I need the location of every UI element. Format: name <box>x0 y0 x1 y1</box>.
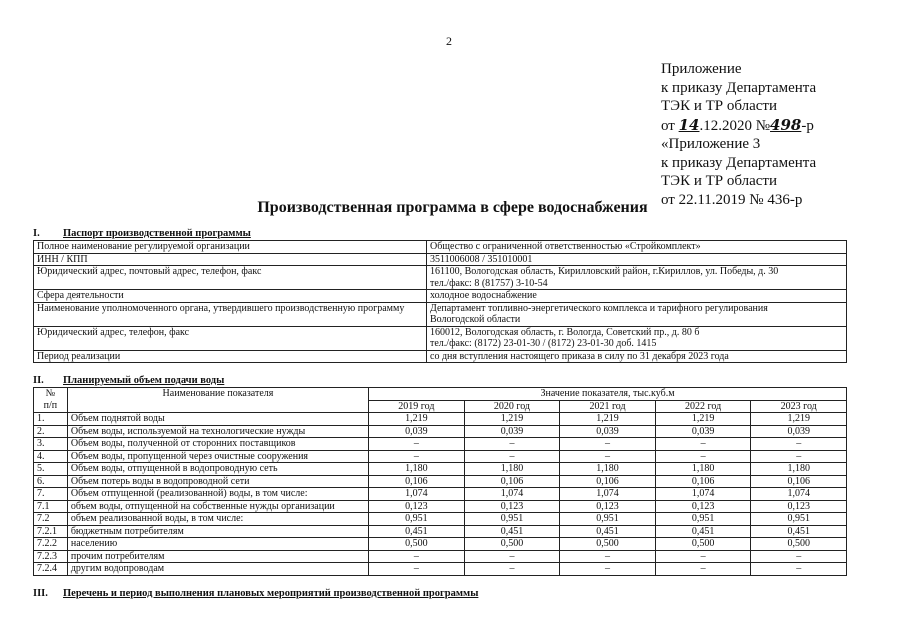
row-value: 0,951 <box>369 513 465 526</box>
row-value: 1,219 <box>751 413 847 426</box>
table-header-row <box>34 388 847 401</box>
column-header-number <box>34 388 68 413</box>
passport-value-line: Департамент топливно-энергетического комплекса и тарифного регулирования <box>430 302 768 314</box>
row-number: 6. <box>34 475 68 488</box>
row-value: – <box>369 563 465 576</box>
handwritten-number: 498 <box>770 115 802 134</box>
row-value: – <box>751 550 847 563</box>
header-approval-block <box>661 60 816 209</box>
passport-value: 3511006008 / 351010001 <box>427 253 847 266</box>
row-value: 0,039 <box>464 425 560 438</box>
header-text: п/п <box>43 399 58 411</box>
row-value: 0,500 <box>655 538 751 551</box>
passport-value <box>427 326 847 350</box>
row-value: – <box>464 438 560 451</box>
row-value: 0,951 <box>464 513 560 526</box>
row-value: 0,951 <box>751 513 847 526</box>
header-line: от 22.11.2019 № 436-р <box>661 191 803 208</box>
table-row <box>34 350 847 363</box>
row-value: 0,951 <box>560 513 656 526</box>
table-row <box>34 563 847 576</box>
row-indicator-name: Объем воды, пропущенной через очистные сооружения <box>67 450 368 463</box>
row-value: – <box>751 438 847 451</box>
row-value: 0,951 <box>655 513 751 526</box>
row-number: 5. <box>34 463 68 476</box>
passport-value-line: 160012, Вологодская область, г. Вологда, Советский пр., д. 80 б <box>430 326 700 338</box>
header-line: к приказу Департамента <box>661 154 817 171</box>
section-number: III. <box>33 588 48 599</box>
passport-key: Юридический адрес, почтовый адрес, телефон, факс <box>34 266 427 290</box>
row-indicator-name: Объем воды, отпущенной в водопроводную сеть <box>67 463 368 476</box>
row-number: 4. <box>34 450 68 463</box>
header-text: от <box>661 117 675 134</box>
row-value: – <box>464 550 560 563</box>
row-value: 0,039 <box>655 425 751 438</box>
row-value: – <box>369 438 465 451</box>
row-value: – <box>751 563 847 576</box>
row-number: 7.2.2 <box>34 538 68 551</box>
passport-value-line: 161100, Вологодская область, Кирилловский район, г.Кириллов, ул. Победы, д. 30 <box>430 266 779 277</box>
row-number: 7.2.3 <box>34 550 68 563</box>
row-value: 0,106 <box>751 475 847 488</box>
section-1-heading <box>33 228 251 239</box>
row-indicator-name: прочим потребителям <box>67 550 368 563</box>
table-row <box>34 450 847 463</box>
row-value: – <box>655 438 751 451</box>
passport-table <box>33 240 847 363</box>
row-number: 7.1 <box>34 500 68 513</box>
column-header-value: Значение показателя, тыс.куб.м <box>369 388 847 401</box>
passport-value: Общество с ограниченной ответственностью «Стройкомплект» <box>427 241 847 254</box>
row-value: 1,074 <box>655 488 751 501</box>
table-row <box>34 525 847 538</box>
row-value: – <box>751 450 847 463</box>
row-number: 2. <box>34 425 68 438</box>
passport-value-line: тел./факс: (8172) 23-01-30 / (8172) 23-01-30 доб. 1415 <box>430 338 657 349</box>
row-value: 0,123 <box>464 500 560 513</box>
row-value: – <box>655 550 751 563</box>
passport-key: ИНН / КПП <box>34 253 427 266</box>
column-header-name: Наименование показателя <box>67 388 368 413</box>
row-value: 0,500 <box>560 538 656 551</box>
row-value: 0,451 <box>655 525 751 538</box>
row-value: 0,451 <box>369 525 465 538</box>
row-value: 1,074 <box>751 488 847 501</box>
header-text: № <box>45 388 56 399</box>
table-row <box>34 538 847 551</box>
table-row <box>34 326 847 350</box>
table-row <box>34 550 847 563</box>
table-row <box>34 290 847 303</box>
row-indicator-name: Объем потерь воды в водопроводной сети <box>67 475 368 488</box>
row-indicator-name: населению <box>67 538 368 551</box>
header-order-line <box>661 116 816 136</box>
table-row <box>34 475 847 488</box>
column-header-year: 2019 год <box>369 400 465 413</box>
passport-value: со дня вступления настоящего приказа в силу по 31 декабря 2023 года <box>427 350 847 363</box>
row-value: 1,074 <box>369 488 465 501</box>
passport-value <box>427 302 847 326</box>
row-value: 1,219 <box>464 413 560 426</box>
row-value: – <box>369 550 465 563</box>
row-indicator-name: Объем воды, используемой на технологические нужды <box>67 425 368 438</box>
row-value: 1,219 <box>560 413 656 426</box>
passport-value <box>427 266 847 290</box>
passport-value: холодное водоснабжение <box>427 290 847 303</box>
row-indicator-name: другим водопроводам <box>67 563 368 576</box>
row-value: 0,451 <box>464 525 560 538</box>
row-value: – <box>655 563 751 576</box>
passport-key: Период реализации <box>34 350 427 363</box>
row-value: – <box>369 450 465 463</box>
table-row <box>34 438 847 451</box>
table-row <box>34 488 847 501</box>
header-line: ТЭК и ТР области <box>661 98 777 114</box>
row-value: 1,180 <box>655 463 751 476</box>
row-number: 7.2.1 <box>34 525 68 538</box>
table-row <box>34 500 847 513</box>
row-indicator-name: Объем поднятой воды <box>67 413 368 426</box>
column-header-year: 2023 год <box>751 400 847 413</box>
table-row <box>34 266 847 290</box>
row-value: 0,500 <box>751 538 847 551</box>
header-line: ТЭК и ТР области <box>661 173 777 189</box>
row-value: – <box>655 450 751 463</box>
passport-key: Наименование уполномоченного органа, утвердившего производственную программу <box>34 302 427 326</box>
column-header-year: 2021 год <box>560 400 656 413</box>
header-line: «Приложение 3 <box>661 136 761 152</box>
row-number: 7. <box>34 488 68 501</box>
row-value: 1,180 <box>464 463 560 476</box>
header-line: к приказу Департамента <box>661 79 817 96</box>
passport-key: Юридический адрес, телефон, факс <box>34 326 427 350</box>
row-indicator-name: Объем отпущенной (реализованной) воды, в том числе: <box>67 488 368 501</box>
row-value: 1,180 <box>369 463 465 476</box>
row-value: – <box>560 550 656 563</box>
row-value: 0,123 <box>751 500 847 513</box>
section-number: II. <box>33 375 44 386</box>
header-text: -р <box>801 117 814 134</box>
row-value: 1,219 <box>655 413 751 426</box>
row-number: 7.2 <box>34 513 68 526</box>
row-value: 1,180 <box>751 463 847 476</box>
page-number: 2 <box>446 34 452 48</box>
row-value: 0,106 <box>560 475 656 488</box>
table-row <box>34 413 847 426</box>
table-row <box>34 425 847 438</box>
handwritten-day: 14 <box>678 115 700 134</box>
row-indicator-name: объем реализованной воды, в том числе: <box>67 513 368 526</box>
section-label: Перечень и период выполнения плановых мероприятий производственной программы <box>63 588 479 599</box>
row-value: 0,039 <box>560 425 656 438</box>
row-number: 1. <box>34 413 68 426</box>
row-value: 0,451 <box>751 525 847 538</box>
column-header-year: 2022 год <box>655 400 751 413</box>
row-value: 0,106 <box>369 475 465 488</box>
row-value: – <box>560 450 656 463</box>
row-value: 0,039 <box>751 425 847 438</box>
row-value: – <box>464 450 560 463</box>
table-row <box>34 241 847 254</box>
row-indicator-name: бюджетным потребителям <box>67 525 368 538</box>
document-title: Производственная программа в сфере водоснабжения <box>257 199 648 216</box>
water-volume-body <box>34 413 847 576</box>
row-value: – <box>560 563 656 576</box>
row-value: – <box>560 438 656 451</box>
row-value: 1,074 <box>464 488 560 501</box>
header-line: Приложение <box>661 61 742 77</box>
table-row <box>34 302 847 326</box>
table-row <box>34 253 847 266</box>
row-value: 0,106 <box>464 475 560 488</box>
row-value: – <box>464 563 560 576</box>
passport-key: Сфера деятельности <box>34 290 427 303</box>
row-value: 0,106 <box>655 475 751 488</box>
row-number: 3. <box>34 438 68 451</box>
passport-key: Полное наименование регулируемой организации <box>34 241 427 254</box>
row-value: 0,451 <box>560 525 656 538</box>
section-3-heading <box>33 588 478 599</box>
section-number: I. <box>33 228 40 239</box>
row-value: 0,123 <box>655 500 751 513</box>
section-label: Планируемый объем подачи воды <box>63 375 225 386</box>
passport-value-line: Вологодской области <box>430 314 521 325</box>
row-value: 1,180 <box>560 463 656 476</box>
water-volume-table <box>33 387 847 576</box>
passport-value-line: тел./факс: 8 (81757) 3-10-54 <box>430 277 548 289</box>
section-label: Паспорт производственной программы <box>63 228 251 239</box>
section-2-heading <box>33 375 224 386</box>
column-header-year: 2020 год <box>464 400 560 413</box>
row-value: 0,123 <box>369 500 465 513</box>
header-text: .12.2020 № <box>699 117 771 134</box>
row-indicator-name: Объем воды, полученной от сторонних поставщиков <box>67 438 368 451</box>
row-number: 7.2.4 <box>34 563 68 576</box>
row-value: 0,039 <box>369 425 465 438</box>
table-row <box>34 463 847 476</box>
row-indicator-name: объем воды, отпущенной на собственные нужды организации <box>67 500 368 513</box>
row-value: 1,219 <box>369 413 465 426</box>
table-row <box>34 513 847 526</box>
row-value: 0,123 <box>560 500 656 513</box>
row-value: 1,074 <box>560 488 656 501</box>
row-value: 0,500 <box>369 538 465 551</box>
row-value: 0,500 <box>464 538 560 551</box>
